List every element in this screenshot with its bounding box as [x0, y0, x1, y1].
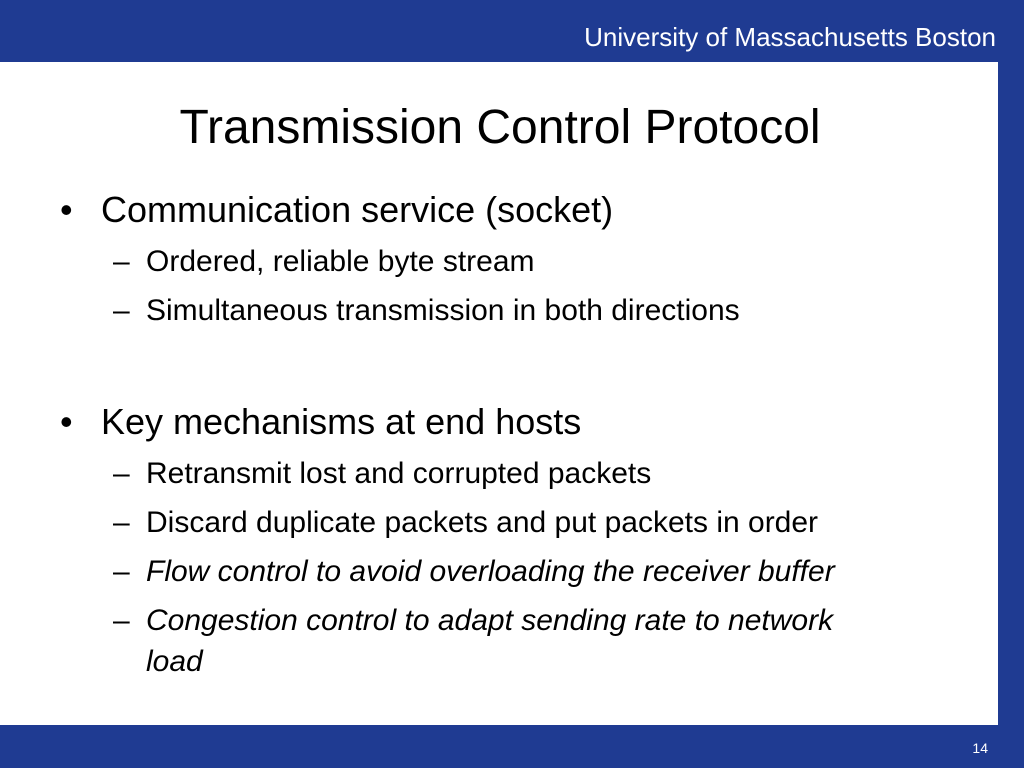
header-bar [0, 0, 1024, 62]
sub-bullet-marker: – [113, 555, 130, 588]
sub-bullet-text: Ordered, reliable byte stream [146, 245, 535, 278]
sub-bullet-text: Flow control to avoid overloading the receiver buffer [146, 555, 835, 588]
sub-bullet-text-line1: Congestion control to adapt sending rate to network [146, 604, 834, 637]
sub-bullet-marker: – [113, 604, 130, 637]
sub-bullet-marker: – [113, 245, 130, 278]
sub-bullet-marker: – [113, 457, 130, 490]
sub-bullet-text-line2: load [146, 645, 203, 678]
bullet-marker: • [60, 189, 73, 230]
sub-bullet-text: Retransmit lost and corrupted packets [146, 457, 652, 490]
sub-bullet-text: Discard duplicate packets and put packets in order [146, 506, 819, 539]
bullet-marker: • [60, 401, 73, 442]
bullet-text: Communication service (socket) [101, 189, 614, 230]
sub-bullet-text: Simultaneous transmission in both directions [146, 294, 740, 327]
sub-bullet-marker: – [113, 506, 130, 539]
sub-bullet-marker: – [113, 294, 130, 327]
slide-title: Transmission Control Protocol [179, 101, 821, 154]
institution-name: University of Massachusetts Boston [584, 22, 996, 52]
page-number: 14 [972, 740, 988, 756]
footer-bar [0, 725, 1024, 768]
slide-content [0, 62, 998, 725]
bullet-text: Key mechanisms at end hosts [101, 401, 582, 442]
